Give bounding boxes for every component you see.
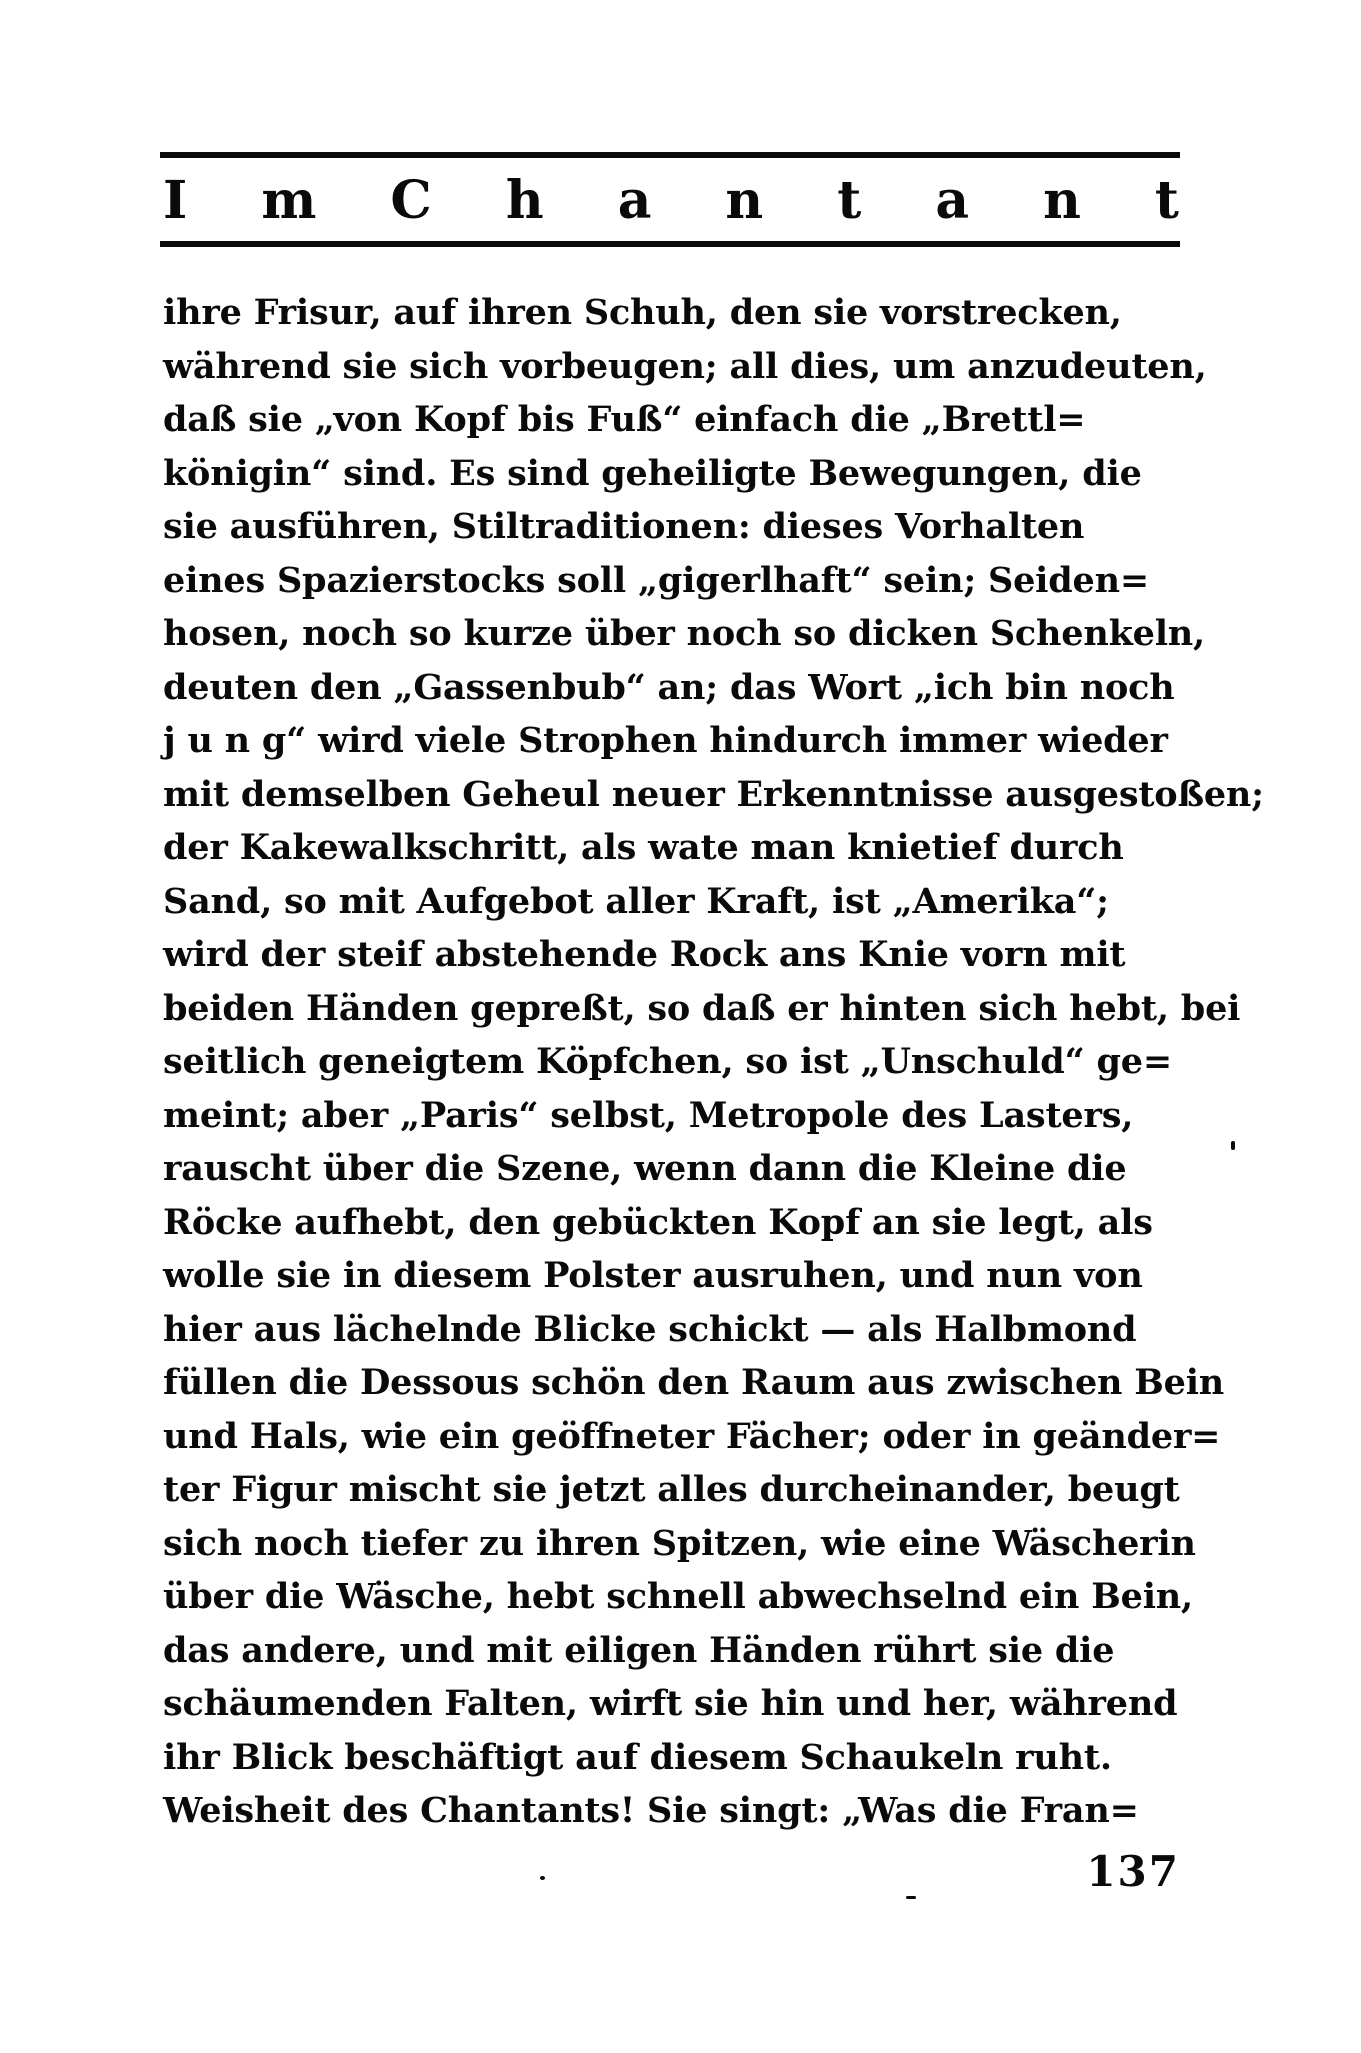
header-letter: t	[837, 170, 862, 231]
page-number: 137	[1086, 1847, 1180, 1896]
page-body	[163, 286, 1264, 1838]
body-line: sich noch tiefer zu ihren Spitzen, wie eine Wäscherin	[163, 1522, 1196, 1564]
body-line: daß sie „von Kopf bis Fuß“ einfach die „Brettl=	[163, 399, 1086, 440]
body-line: eines Spazierstocks soll „gigerlhaft“ sein; Seiden=	[163, 559, 1149, 601]
body-line: sie ausführen, Stiltraditionen: dieses Vorhalten	[163, 506, 1085, 547]
header-letter: t	[1154, 170, 1179, 231]
header-rule-top	[160, 152, 1180, 158]
body-line: ter Figur mischt sie jetzt alles durcheinander, beugt	[163, 1469, 1180, 1510]
header-letter: a	[617, 170, 652, 231]
header-letter: n	[725, 170, 764, 231]
body-line: hier aus lächelnde Blicke schickt — als Halbmond	[163, 1308, 1137, 1350]
body-line: rauscht über die Szene, wenn dann die Kleine die	[163, 1148, 1127, 1189]
body-line: Weisheit des Chantants! Sie singt: „Was die Fran=	[163, 1790, 1139, 1831]
scan-speck	[1231, 1141, 1235, 1150]
header-rule-bottom	[160, 241, 1180, 247]
body-line: Sand, so mit Aufgebot aller Kraft, ist „Amerika“;	[163, 880, 1109, 922]
body-line: j u n g“ wird viele Strophen hindurch immer wieder	[163, 720, 1168, 761]
body-line: der Kakewalkschritt, als wate man knietief durch	[163, 827, 1124, 868]
body-line: ihre Frisur, auf ihren Schuh, den sie vorstrecken,	[163, 292, 1122, 333]
body-line: seitlich geneigtem Köpfchen, so ist „Unschuld“ ge=	[163, 1041, 1172, 1082]
header-letter: I	[163, 170, 188, 231]
header-letter: n	[1043, 170, 1081, 231]
body-line: hosen, noch so kurze über noch so dicken Schenkeln,	[163, 613, 1206, 654]
body-line: königin“ sind. Es sind geheiligte Bewegungen, die	[163, 452, 1142, 494]
header-letter: a	[935, 170, 970, 231]
body-line: schäumenden Falten, wirft sie hin und her, während	[163, 1683, 1178, 1724]
body-line: und Hals, wie ein geöffneter Fächer; oder in geänder=	[163, 1415, 1221, 1457]
body-line: füllen die Dessous schön den Raum aus zwischen Bein	[163, 1362, 1225, 1403]
body-line: während sie sich vorbeugen; all dies, um anzudeuten,	[163, 345, 1207, 387]
header-letter: h	[505, 170, 544, 231]
body-line: ihr Blick beschäftigt auf diesem Schaukeln ruht.	[163, 1736, 1112, 1778]
body-line: mit demselben Geheul neuer Erkenntnisse ausgestoßen;	[163, 773, 1264, 815]
body-line: meint; aber „Paris“ selbst, Metropole des Lasters,	[163, 1094, 1134, 1136]
scan-speck	[906, 1896, 916, 1899]
body-line: wolle sie in diesem Polster ausruhen, und nun von	[163, 1255, 1143, 1296]
body-line: das andere, und mit eiligen Händen rührt sie die	[163, 1629, 1115, 1671]
body-line: über die Wäsche, hebt schnell abwechselnd ein Bein,	[163, 1576, 1194, 1617]
header-letter: C	[390, 170, 432, 231]
body-line: beiden Händen gepreßt, so daß er hinten sich hebt, bei	[163, 987, 1241, 1029]
running-head	[163, 166, 1179, 236]
body-line: Röcke aufhebt, den gebückten Kopf an sie legt, als	[163, 1201, 1153, 1243]
body-line: wird der steif abstehende Rock ans Knie vorn mit	[163, 934, 1126, 975]
header-letter: m	[261, 170, 317, 231]
scan-speck	[540, 1876, 545, 1880]
body-line: deuten den „Gassenbub“ an; das Wort „ich bin noch	[163, 666, 1175, 708]
